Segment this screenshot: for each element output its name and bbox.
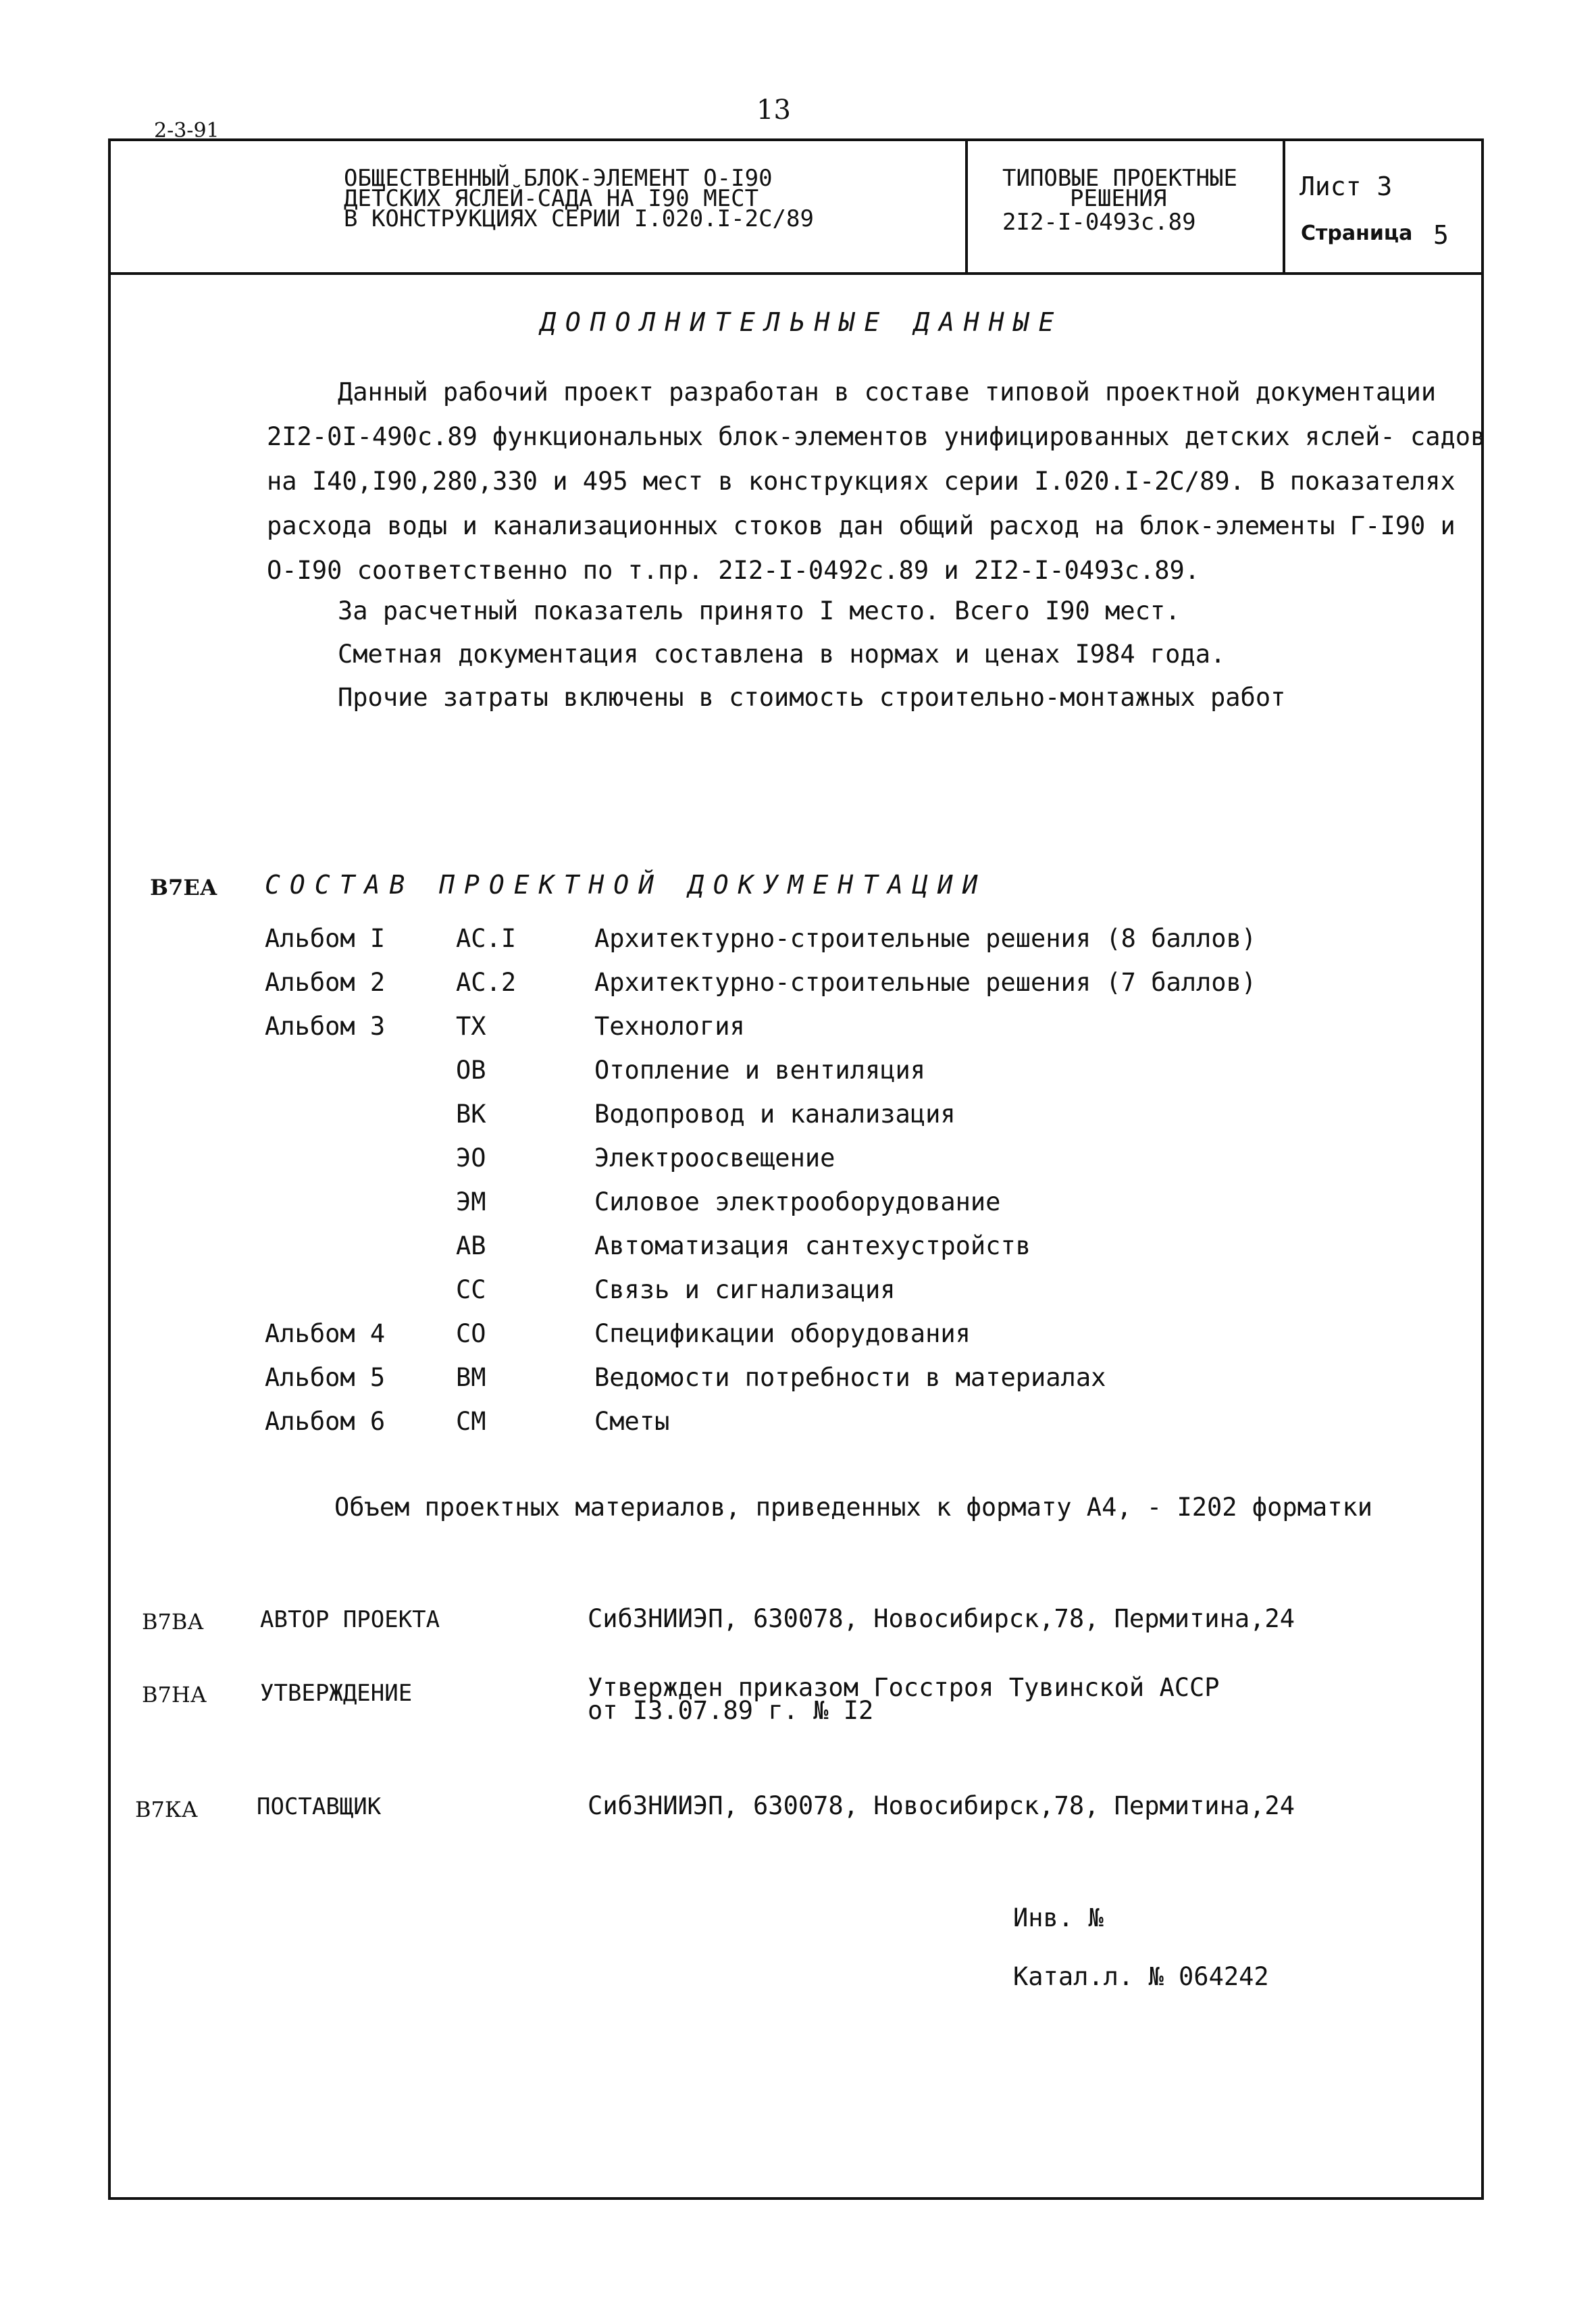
header-divider-1 <box>965 141 968 272</box>
album-label: Альбом 5 <box>265 1363 386 1392</box>
album-title: Сметы <box>594 1407 670 1436</box>
info-value: СибЗНИИЭП, 630078, Новосибирск,78, Пермитина,24 <box>588 1604 1295 1633</box>
info-label: ПОСТАВЩИК <box>257 1793 382 1820</box>
header-divider-2 <box>1283 141 1285 272</box>
album-mark: СС <box>456 1275 486 1304</box>
album-label: Альбом 3 <box>265 1012 386 1041</box>
album-title: Архитектурно-строительные решения (8 баллов) <box>594 924 1257 953</box>
page-label: Страница <box>1301 222 1413 245</box>
additional-line-7: Сметная документация составлена в нормах и ценах I984 года. <box>338 640 1226 669</box>
title-line-3: В КОНСТРУКЦИЯХ СЕРИИ I.020.I-2С/89 <box>344 205 814 232</box>
title-block <box>111 141 1481 275</box>
album-mark: ТХ <box>456 1012 486 1041</box>
album-title: Ведомости потребности в материалах <box>594 1363 1106 1392</box>
info-label: УТВЕРЖДЕНИЕ <box>260 1680 413 1707</box>
composition-heading: СОСТАВ ПРОЕКТНОЙ ДОКУМЕНТАЦИИ <box>265 870 987 900</box>
album-title: Водопровод и канализация <box>594 1100 956 1129</box>
info-value: СибЗНИИЭП, 630078, Новосибирск,78, Пермитина,24 <box>588 1791 1295 1820</box>
album-title: Технология <box>594 1012 745 1041</box>
additional-heading: ДОПОЛНИТЕЛЬНЫЕ ДАННЫЕ <box>540 307 1064 337</box>
additional-line-1: Данный рабочий проект разработан в составе типовой проектной документации <box>338 378 1437 407</box>
album-title: Силовое электрооборудование <box>594 1187 1001 1216</box>
info-code: В7ВА <box>142 1609 204 1635</box>
additional-line-4: расхода воды и канализационных стоков дан общий расход на блок-элементы Г-I90 и <box>267 511 1456 540</box>
sheet-label: Лист 3 <box>1299 172 1393 201</box>
info-value: Утвержден приказом Госстроя Тувинской АССР <box>588 1673 1220 1702</box>
typical-line-2: РЕШЕНИЯ <box>1070 185 1167 212</box>
album-title: Спецификации оборудования <box>594 1319 971 1348</box>
album-title: Связь и сигнализация <box>594 1275 896 1304</box>
catalog-number: Катал.л. № 064242 <box>1013 1962 1269 1991</box>
album-mark: АС.2 <box>456 968 517 997</box>
album-mark: ВМ <box>456 1363 486 1392</box>
composition-code: В7ЕА <box>150 875 217 900</box>
additional-line-8: Прочие затраты включены в стоимость строительно-монтажных работ <box>338 683 1286 712</box>
additional-line-6: За расчетный показатель принято I место. Всего I90 мест. <box>338 596 1181 625</box>
info-code: В7КА <box>135 1797 198 1822</box>
album-mark: СМ <box>456 1407 486 1436</box>
album-mark: СО <box>456 1319 486 1348</box>
album-label: Альбом 6 <box>265 1407 386 1436</box>
typical-line-1: ТИПОВЫЕ ПРОЕКТНЫЕ <box>1002 165 1237 192</box>
typical-line-3: 2I2-I-0493с.89 <box>1002 209 1196 236</box>
album-title: Электроосвещение <box>594 1143 835 1173</box>
album-label: Альбом I <box>265 924 386 953</box>
page-value: 5 <box>1433 220 1449 250</box>
additional-line-3: на I40,I90,280,330 и 495 мест в конструкциях серии I.020.I-2С/89. В показателях <box>267 467 1456 496</box>
album-mark: ОВ <box>456 1056 486 1085</box>
album-mark: ЭМ <box>456 1187 486 1216</box>
info-label: АВТОР ПРОЕКТА <box>260 1606 440 1633</box>
page-number: 13 <box>756 95 791 126</box>
album-label: Альбом 2 <box>265 968 386 997</box>
title-line-2: ДЕТСКИХ ЯСЛЕЙ-САДА НА I90 МЕСТ <box>344 185 759 212</box>
inventory-number: Инв. № <box>1013 1903 1104 1932</box>
info-value-line-2: от I3.07.89 г. № I2 <box>588 1696 874 1725</box>
album-mark: АС.I <box>456 924 517 953</box>
info-code: В7НА <box>142 1682 207 1707</box>
album-title: Архитектурно-строительные решения (7 баллов) <box>594 968 1257 997</box>
additional-line-2: 2I2-0I-490с.89 функциональных блок-элементов унифицированных детских яслей- садов <box>267 422 1486 451</box>
album-label: Альбом 4 <box>265 1319 386 1348</box>
additional-line-5: О-I90 соответственно по т.пр. 2I2-I-0492с.89 и 2I2-I-0493с.89. <box>267 556 1200 585</box>
volume-note: Объем проектных материалов, приведенных к формату А4, - I202 форматки <box>334 1493 1373 1522</box>
title-line-1: ОБЩЕСТВЕННЫЙ БЛОК-ЭЛЕМЕНТ О-I90 <box>344 165 773 192</box>
album-mark: ЭО <box>456 1143 486 1173</box>
album-title: Отопление и вентиляция <box>594 1056 926 1085</box>
album-mark: ВК <box>456 1100 486 1129</box>
album-title: Автоматизация сантехустройств <box>594 1231 1031 1260</box>
doc-code: 2-3-91 <box>154 119 220 143</box>
album-mark: АВ <box>456 1231 486 1260</box>
